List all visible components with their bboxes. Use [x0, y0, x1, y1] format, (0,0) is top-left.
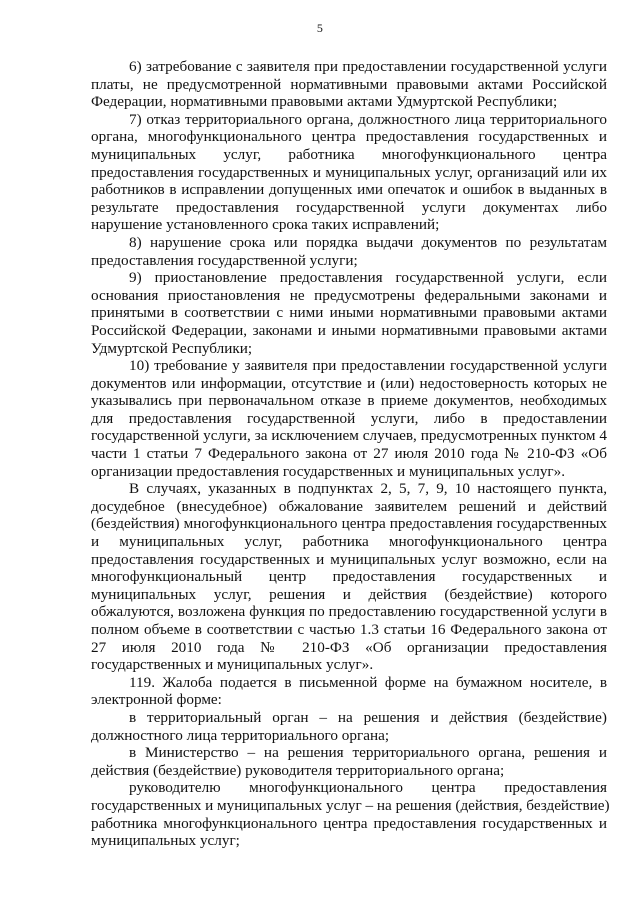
text-line: Удмуртской Республики;: [91, 339, 253, 357]
text-line: В случаях, указанных в подпунктах 2, 5, 7, 9, 10 настоящего пункта,: [129, 480, 607, 498]
text-line: электронной форме:: [91, 691, 222, 709]
paragraph: [91, 58, 607, 111]
text-line: муниципальных услуг;: [91, 832, 240, 850]
text-line: принятыми в соответствии с ними иными нормативными правовыми актами: [91, 304, 607, 322]
text-line: организации предоставления государственных и муниципальных услуг».: [91, 462, 566, 480]
text-line: Федерации, нормативными правовыми актами Удмуртской Республики;: [91, 93, 558, 111]
text-line: части 1 статьи 7 Федерального закона от 27 июля 2010 года № 210-ФЗ «Об: [91, 445, 607, 463]
text-line: предоставления государственных и муниципальных услуг возможно, если на: [91, 550, 607, 568]
text-line: 9) приостановление предоставления государственной услуги, если: [129, 269, 607, 287]
page-number: 5: [316, 21, 324, 35]
text-line: обжалуются, возложена функция по предоставлению государственной услуги в: [91, 603, 607, 621]
paragraph: [91, 234, 607, 269]
text-line: многофункциональный центр предоставления государственных и: [91, 568, 607, 586]
text-line: предоставления государственной услуги;: [91, 251, 358, 269]
text-line: основания приостановления не предусмотрены федеральными законами и: [91, 286, 607, 304]
text-line: должностного лица территориального органа;: [91, 726, 390, 744]
text-line: муниципальных услуг, работника многофункционального центра: [91, 145, 607, 163]
paragraph: [91, 357, 607, 480]
text-line: муниципальных услуг, решения и действия (бездействие) которого: [91, 585, 607, 603]
text-line: органа, многофункционального центра предоставления государственных и: [91, 128, 607, 146]
text-line: результате предоставления государственной услуги документах либо: [91, 198, 607, 216]
text-line: платы, не предусмотренной нормативными правовыми актами Российской: [91, 75, 607, 93]
text-line: государственной услуги, за исключением случаев, предусмотренных пунктом 4: [91, 427, 607, 445]
text-line: Российской Федерации, законами и иными нормативными правовыми актами: [91, 321, 607, 339]
text-line: указывались при первоначальном отказе в приеме документов, необходимых: [91, 392, 607, 410]
text-line: в территориальный орган – на решения и действия (бездействие): [129, 708, 607, 726]
paragraph: [91, 269, 607, 357]
paragraph: [91, 480, 607, 674]
paragraph: [91, 709, 607, 744]
text-line: досудебное (внесудебное) обжалование заявителем решений и действий: [91, 497, 607, 515]
text-line: нарушение установленного срока таких исправлений;: [91, 216, 440, 234]
document-body: [91, 58, 610, 850]
paragraph: [91, 744, 607, 779]
text-line: и муниципальных услуг, работника многофункционального центра: [91, 533, 607, 551]
text-line: работника многофункционального центра предоставления государственных и: [91, 814, 607, 832]
text-line: государственных и муниципальных услуг».: [91, 656, 374, 674]
text-line: в Министерство – на решения территориального органа, решения и: [129, 744, 607, 762]
text-line: 10) требование у заявителя при предоставлении государственной услуги: [129, 357, 607, 375]
text-line: полном объеме в соответствии с частью 1.3 статьи 16 Федерального закона от: [91, 621, 607, 638]
text-line: для предоставления государственной услуги, либо в предоставлении: [91, 409, 607, 427]
paragraph: [91, 674, 607, 709]
text-line: 119. Жалоба подается в письменной форме на бумажном носителе, в: [129, 673, 607, 691]
text-line: документов или информации, отсутствие и (или) недостоверность которых не: [91, 374, 607, 392]
text-line: работников в исправлении допущенных ими опечаток и ошибок в выданных в: [91, 181, 607, 199]
text-line: 27 июля 2010 года № 210-ФЗ «Об организации предоставления: [91, 638, 607, 656]
text-line: (бездействия) многофункционального центра предоставления государственных: [91, 515, 607, 533]
text-line: руководителю многофункционального центра предоставления: [129, 779, 607, 797]
text-line: государственных и муниципальных услуг – на решения (действия, бездействие): [91, 796, 610, 814]
paragraph: [91, 111, 607, 234]
text-line: 8) нарушение срока или порядка выдачи документов по результатам: [129, 233, 607, 251]
text-line: действия (бездействие) руководителя территориального органа;: [91, 761, 505, 779]
paragraph: [91, 779, 610, 850]
text-line: 7) отказ территориального органа, должностного лица территориального: [129, 110, 607, 128]
text-line: предоставления государственных и муниципальных услуг, организаций или их: [91, 163, 607, 181]
text-line: 6) затребование с заявителя при предоставлении государственной услуги: [129, 58, 607, 75]
